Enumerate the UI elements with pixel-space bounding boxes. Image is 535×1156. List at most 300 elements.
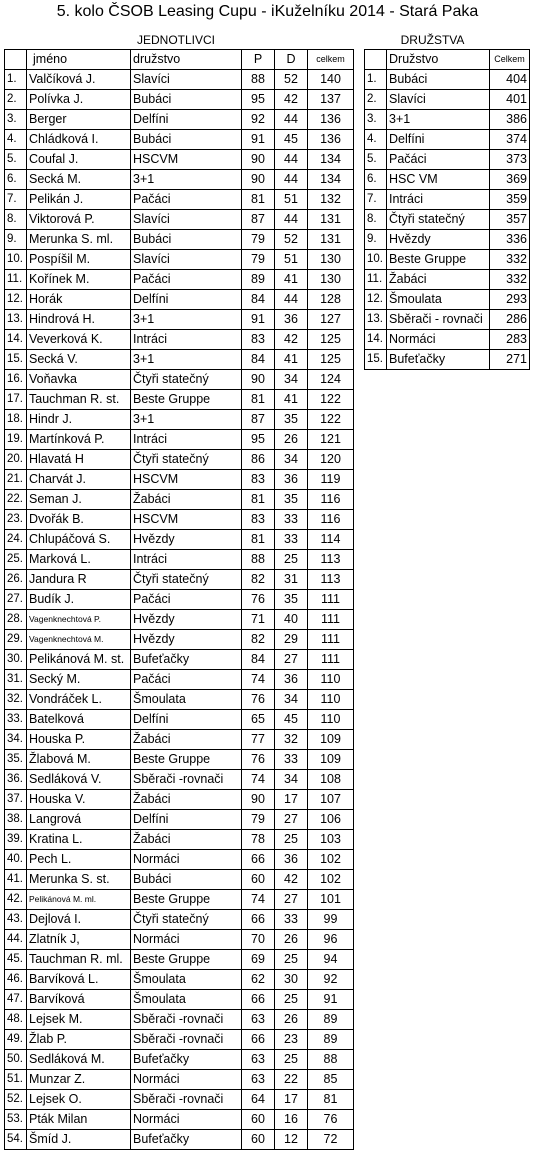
total-cell: 99 (308, 910, 354, 930)
p-cell: 84 (242, 650, 275, 670)
p-cell: 86 (242, 450, 275, 470)
header-name: jméno (27, 50, 131, 70)
name-cell: Sedláková V. (27, 770, 131, 790)
p-cell: 84 (242, 290, 275, 310)
teams-title: DRUŽSTVA (400, 33, 465, 47)
table-row (5, 990, 354, 1010)
rank-cell: 11. (5, 270, 27, 290)
d-cell: 30 (275, 970, 308, 990)
team-total-cell: 332 (490, 250, 530, 270)
table-row (5, 210, 354, 230)
name-cell: Martínková P. (27, 430, 131, 450)
d-cell: 16 (275, 1110, 308, 1130)
p-cell: 81 (242, 490, 275, 510)
name-cell: Valčíková J. (27, 70, 131, 90)
team-cell: Normáci (131, 850, 242, 870)
table-row (5, 450, 354, 470)
name-cell: Barvíková (27, 990, 131, 1010)
total-cell: 108 (308, 770, 354, 790)
table-row (5, 750, 354, 770)
name-cell: Lejsek M. (27, 1010, 131, 1030)
total-cell: 134 (308, 150, 354, 170)
rank-cell: 8. (5, 210, 27, 230)
d-cell: 45 (275, 130, 308, 150)
name-cell: Voňavka (27, 370, 131, 390)
total-cell: 110 (308, 710, 354, 730)
team-cell: Čtyři statečný (131, 450, 242, 470)
total-cell: 119 (308, 470, 354, 490)
team-rank-cell: 5. (365, 150, 387, 170)
p-cell: 79 (242, 810, 275, 830)
team-total-cell: 357 (490, 210, 530, 230)
rank-cell: 43. (5, 910, 27, 930)
table-row (5, 1070, 354, 1090)
total-cell: 111 (308, 650, 354, 670)
team-cell: 3+1 (131, 350, 242, 370)
p-cell: 69 (242, 950, 275, 970)
total-cell: 76 (308, 1110, 354, 1130)
table-row (365, 130, 530, 150)
team-name-cell: Hvězdy (387, 230, 490, 250)
table-row (5, 850, 354, 870)
name-cell: Coufal J. (27, 150, 131, 170)
name-cell: Hindr J. (27, 410, 131, 430)
p-cell: 82 (242, 630, 275, 650)
team-cell: Normáci (131, 930, 242, 950)
d-cell: 34 (275, 450, 308, 470)
team-cell: Beste Gruppe (131, 890, 242, 910)
table-row (365, 350, 530, 370)
team-cell: Bufeťačky (131, 650, 242, 670)
p-cell: 95 (242, 90, 275, 110)
name-cell: Langrová (27, 810, 131, 830)
rank-cell: 42. (5, 890, 27, 910)
total-cell: 113 (308, 570, 354, 590)
name-cell: Tauchman R. st. (27, 390, 131, 410)
table-row (5, 890, 354, 910)
name-cell: Dejlová I. (27, 910, 131, 930)
table-row (5, 570, 354, 590)
rank-cell: 25. (5, 550, 27, 570)
p-cell: 84 (242, 350, 275, 370)
header-p: P (242, 50, 275, 70)
p-cell: 89 (242, 270, 275, 290)
rank-cell: 45. (5, 950, 27, 970)
d-cell: 36 (275, 310, 308, 330)
rank-cell: 36. (5, 770, 27, 790)
individuals-header-row (5, 50, 354, 70)
rank-cell: 50. (5, 1050, 27, 1070)
header-team: družstvo (131, 50, 242, 70)
team-rank-cell: 15. (365, 350, 387, 370)
total-cell: 94 (308, 950, 354, 970)
name-cell: Vagenknechtová P. (27, 610, 131, 630)
table-row (365, 250, 530, 270)
p-cell: 60 (242, 1130, 275, 1150)
p-cell: 66 (242, 910, 275, 930)
p-cell: 90 (242, 370, 275, 390)
name-cell: Marková L. (27, 550, 131, 570)
rank-cell: 37. (5, 790, 27, 810)
team-name-cell: Bufeťačky (387, 350, 490, 370)
d-cell: 17 (275, 1090, 308, 1110)
team-name-cell: Bubáci (387, 70, 490, 90)
team-cell: Pačáci (131, 590, 242, 610)
team-cell: Čtyři statečný (131, 570, 242, 590)
rank-cell: 6. (5, 170, 27, 190)
name-cell: Vondráček L. (27, 690, 131, 710)
team-rank-cell: 3. (365, 110, 387, 130)
total-cell: 89 (308, 1010, 354, 1030)
d-cell: 51 (275, 190, 308, 210)
total-cell: 109 (308, 730, 354, 750)
table-row (5, 410, 354, 430)
name-cell: Barvíková L. (27, 970, 131, 990)
p-cell: 76 (242, 690, 275, 710)
team-cell: Sběrači -rovnači (131, 1030, 242, 1050)
total-cell: 91 (308, 990, 354, 1010)
p-cell: 81 (242, 190, 275, 210)
name-cell: Kratina L. (27, 830, 131, 850)
name-cell: Secká V. (27, 350, 131, 370)
d-cell: 34 (275, 770, 308, 790)
d-cell: 36 (275, 850, 308, 870)
table-row (5, 170, 354, 190)
p-cell: 90 (242, 150, 275, 170)
table-row (365, 290, 530, 310)
team-cell: Slavíci (131, 70, 242, 90)
team-header-name: Družstvo (387, 50, 490, 70)
p-cell: 83 (242, 330, 275, 350)
team-cell: Žabáci (131, 790, 242, 810)
table-row (5, 130, 354, 150)
total-cell: 88 (308, 1050, 354, 1070)
total-cell: 136 (308, 110, 354, 130)
table-row (5, 870, 354, 890)
total-cell: 136 (308, 130, 354, 150)
table-row (5, 350, 354, 370)
table-row (5, 370, 354, 390)
team-cell: Normáci (131, 1070, 242, 1090)
team-cell: Normáci (131, 1110, 242, 1130)
d-cell: 41 (275, 270, 308, 290)
rank-cell: 26. (5, 570, 27, 590)
p-cell: 71 (242, 610, 275, 630)
d-cell: 27 (275, 810, 308, 830)
d-cell: 36 (275, 470, 308, 490)
p-cell: 87 (242, 210, 275, 230)
total-cell: 106 (308, 810, 354, 830)
rank-cell: 16. (5, 370, 27, 390)
d-cell: 31 (275, 570, 308, 590)
total-cell: 121 (308, 430, 354, 450)
d-cell: 23 (275, 1030, 308, 1050)
team-total-cell: 336 (490, 230, 530, 250)
p-cell: 60 (242, 1110, 275, 1130)
total-cell: 111 (308, 630, 354, 650)
team-cell: Hvězdy (131, 630, 242, 650)
name-cell: Kořínek M. (27, 270, 131, 290)
team-cell: Bubáci (131, 230, 242, 250)
table-row (365, 230, 530, 250)
name-cell: Batelková (27, 710, 131, 730)
table-row (5, 650, 354, 670)
d-cell: 42 (275, 870, 308, 890)
team-total-cell: 359 (490, 190, 530, 210)
p-cell: 79 (242, 230, 275, 250)
team-cell: Delfíni (131, 710, 242, 730)
table-row (365, 330, 530, 350)
team-cell: Slavíci (131, 210, 242, 230)
team-total-cell: 401 (490, 90, 530, 110)
table-row (5, 230, 354, 250)
name-cell: Lejsek O. (27, 1090, 131, 1110)
p-cell: 74 (242, 670, 275, 690)
name-cell: Sedláková M. (27, 1050, 131, 1070)
total-cell: 102 (308, 870, 354, 890)
d-cell: 35 (275, 490, 308, 510)
rank-cell: 51. (5, 1070, 27, 1090)
p-cell: 82 (242, 570, 275, 590)
table-row (5, 330, 354, 350)
team-name-cell: Intráci (387, 190, 490, 210)
team-cell: Bubáci (131, 90, 242, 110)
d-cell: 32 (275, 730, 308, 750)
name-cell: Viktorová P. (27, 210, 131, 230)
rank-cell: 49. (5, 1030, 27, 1050)
table-row (5, 150, 354, 170)
d-cell: 17 (275, 790, 308, 810)
p-cell: 66 (242, 1030, 275, 1050)
rank-cell: 23. (5, 510, 27, 530)
name-cell: Polívka J. (27, 90, 131, 110)
table-row (5, 770, 354, 790)
team-cell: Delfíni (131, 810, 242, 830)
d-cell: 25 (275, 1050, 308, 1070)
rank-cell: 9. (5, 230, 27, 250)
table-row (365, 270, 530, 290)
p-cell: 60 (242, 870, 275, 890)
total-cell: 116 (308, 510, 354, 530)
p-cell: 79 (242, 250, 275, 270)
total-cell: 132 (308, 190, 354, 210)
table-row (5, 670, 354, 690)
rank-cell: 27. (5, 590, 27, 610)
team-cell: Sběrači -rovnači (131, 1010, 242, 1030)
rank-cell: 14. (5, 330, 27, 350)
p-cell: 66 (242, 990, 275, 1010)
team-cell: Pačáci (131, 670, 242, 690)
name-cell: Šmíd J. (27, 1130, 131, 1150)
team-total-cell: 374 (490, 130, 530, 150)
d-cell: 44 (275, 210, 308, 230)
team-cell: 3+1 (131, 410, 242, 430)
name-cell: Pelikán J. (27, 190, 131, 210)
table-row (5, 110, 354, 130)
team-cell: Intráci (131, 550, 242, 570)
team-rank-cell: 9. (365, 230, 387, 250)
d-cell: 42 (275, 90, 308, 110)
team-cell: Slavíci (131, 250, 242, 270)
name-cell: Budík J. (27, 590, 131, 610)
name-cell: Veverková K. (27, 330, 131, 350)
team-name-cell: Delfíni (387, 130, 490, 150)
team-cell: HSCVM (131, 510, 242, 530)
rank-cell: 12. (5, 290, 27, 310)
total-cell: 125 (308, 330, 354, 350)
rank-cell: 54. (5, 1130, 27, 1150)
team-cell: Delfíni (131, 110, 242, 130)
table-row (5, 510, 354, 530)
p-cell: 92 (242, 110, 275, 130)
name-cell: Houska P. (27, 730, 131, 750)
total-cell: 131 (308, 230, 354, 250)
total-cell: 110 (308, 670, 354, 690)
team-total-cell: 271 (490, 350, 530, 370)
rank-cell: 52. (5, 1090, 27, 1110)
p-cell: 78 (242, 830, 275, 850)
d-cell: 44 (275, 290, 308, 310)
name-cell: Secká M. (27, 170, 131, 190)
team-header-rank (365, 50, 387, 70)
table-row (5, 630, 354, 650)
rank-cell: 33. (5, 710, 27, 730)
team-name-cell: Šmoulata (387, 290, 490, 310)
rank-cell: 46. (5, 970, 27, 990)
p-cell: 70 (242, 930, 275, 950)
d-cell: 12 (275, 1130, 308, 1150)
total-cell: 109 (308, 750, 354, 770)
name-cell: Charvát J. (27, 470, 131, 490)
rank-cell: 5. (5, 150, 27, 170)
team-name-cell: HSC VM (387, 170, 490, 190)
table-row (365, 170, 530, 190)
team-cell: HSCVM (131, 470, 242, 490)
table-row (5, 1090, 354, 1110)
p-cell: 88 (242, 70, 275, 90)
p-cell: 81 (242, 390, 275, 410)
table-row (5, 1010, 354, 1030)
d-cell: 35 (275, 410, 308, 430)
d-cell: 41 (275, 350, 308, 370)
team-cell: Žabáci (131, 830, 242, 850)
d-cell: 45 (275, 710, 308, 730)
table-row (5, 930, 354, 950)
d-cell: 25 (275, 950, 308, 970)
name-cell: Secký M. (27, 670, 131, 690)
table-row (5, 70, 354, 90)
name-cell: Houska V. (27, 790, 131, 810)
total-cell: 125 (308, 350, 354, 370)
team-name-cell: Slavíci (387, 90, 490, 110)
p-cell: 76 (242, 750, 275, 770)
rank-cell: 20. (5, 450, 27, 470)
p-cell: 83 (242, 470, 275, 490)
rank-cell: 4. (5, 130, 27, 150)
table-row (5, 290, 354, 310)
team-cell: Beste Gruppe (131, 390, 242, 410)
team-cell: Šmoulata (131, 970, 242, 990)
rank-cell: 38. (5, 810, 27, 830)
p-cell: 63 (242, 1010, 275, 1030)
table-row (5, 490, 354, 510)
total-cell: 111 (308, 590, 354, 610)
rank-cell: 10. (5, 250, 27, 270)
table-row (5, 710, 354, 730)
team-rank-cell: 11. (365, 270, 387, 290)
team-rank-cell: 4. (365, 130, 387, 150)
total-cell: 134 (308, 170, 354, 190)
team-cell: Sběrači -rovnači (131, 1090, 242, 1110)
team-total-cell: 386 (490, 110, 530, 130)
p-cell: 76 (242, 590, 275, 610)
d-cell: 52 (275, 70, 308, 90)
total-cell: 96 (308, 930, 354, 950)
d-cell: 29 (275, 630, 308, 650)
name-cell: Pelikánová M. st. (27, 650, 131, 670)
team-name-cell: 3+1 (387, 110, 490, 130)
individuals-title: JEDNOTLIVCI (136, 33, 215, 47)
team-name-cell: Beste Gruppe (387, 250, 490, 270)
name-cell: Vagenknechtová M. (27, 630, 131, 650)
rank-cell: 1. (5, 70, 27, 90)
table-row (365, 70, 530, 90)
d-cell: 34 (275, 690, 308, 710)
name-cell: Merunka S. ml. (27, 230, 131, 250)
team-total-cell: 373 (490, 150, 530, 170)
rank-cell: 47. (5, 990, 27, 1010)
header-total: celkem (308, 50, 354, 70)
rank-cell: 34. (5, 730, 27, 750)
name-cell: Pelikánová M. ml. (27, 890, 131, 910)
rank-cell: 41. (5, 870, 27, 890)
rank-cell: 40. (5, 850, 27, 870)
name-cell: Dvořák B. (27, 510, 131, 530)
header-d: D (275, 50, 308, 70)
d-cell: 51 (275, 250, 308, 270)
rank-cell: 17. (5, 390, 27, 410)
total-cell: 114 (308, 530, 354, 550)
d-cell: 41 (275, 390, 308, 410)
table-row (5, 430, 354, 450)
team-header-total: Celkem (490, 50, 530, 70)
total-cell: 124 (308, 370, 354, 390)
d-cell: 33 (275, 510, 308, 530)
total-cell: 89 (308, 1030, 354, 1050)
name-cell: Pták Milan (27, 1110, 131, 1130)
total-cell: 120 (308, 450, 354, 470)
rank-cell: 15. (5, 350, 27, 370)
total-cell: 111 (308, 610, 354, 630)
team-name-cell: Pačáci (387, 150, 490, 170)
rank-cell: 53. (5, 1110, 27, 1130)
table-row (5, 590, 354, 610)
name-cell: Zlatník J, (27, 930, 131, 950)
p-cell: 91 (242, 310, 275, 330)
team-cell: HSCVM (131, 150, 242, 170)
total-cell: 101 (308, 890, 354, 910)
team-name-cell: Žabáci (387, 270, 490, 290)
d-cell: 27 (275, 650, 308, 670)
d-cell: 26 (275, 930, 308, 950)
table-row (5, 1130, 354, 1150)
team-cell: Čtyři statečný (131, 370, 242, 390)
rank-cell: 44. (5, 930, 27, 950)
team-cell: Žabáci (131, 730, 242, 750)
table-row (5, 310, 354, 330)
total-cell: 122 (308, 390, 354, 410)
team-total-cell: 332 (490, 270, 530, 290)
